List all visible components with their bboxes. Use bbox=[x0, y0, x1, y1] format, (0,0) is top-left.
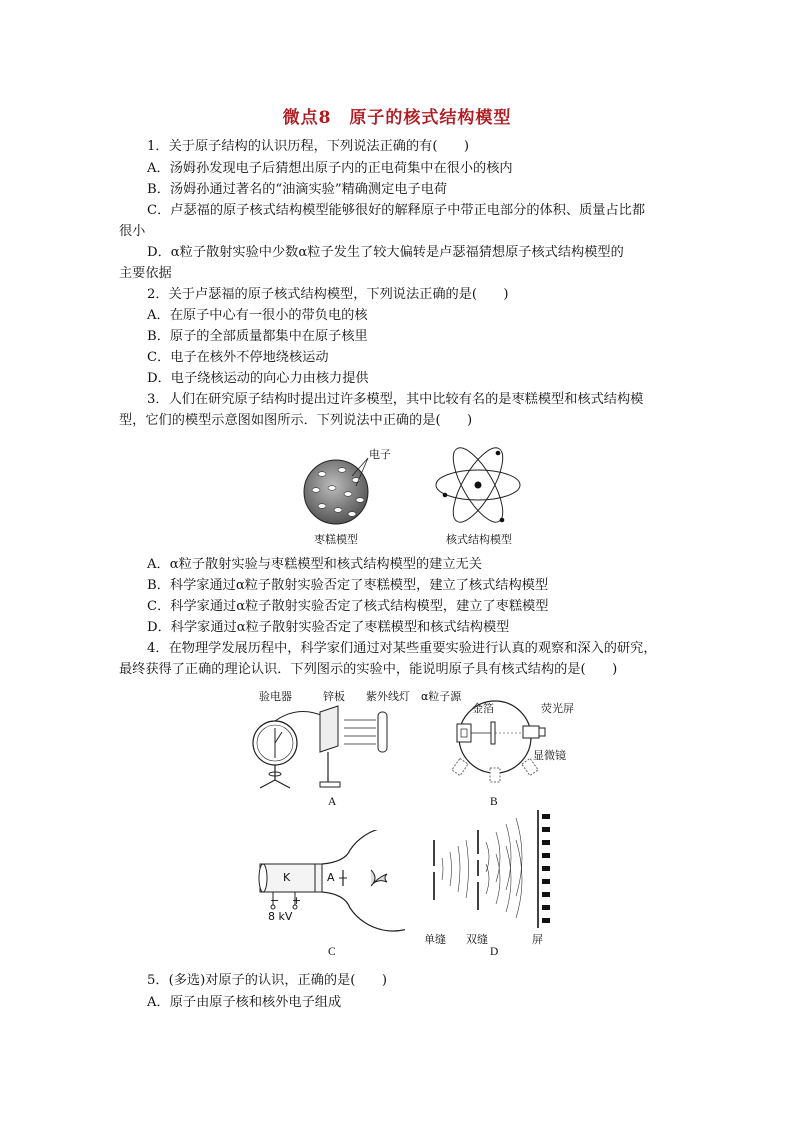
q1-option-c: C．卢瑟福的原子核式结构模型能够很好的解释原子中带正电部分的体积、质量占比都 bbox=[147, 203, 646, 218]
gold-foil-label: 金箔 bbox=[472, 702, 494, 715]
q1-option-d: D．α粒子散射实验中少数α粒子发生了较大偏转是卢瑟福猜想原子核式结构模型的 bbox=[147, 245, 624, 260]
microscope-label: 显微镜 bbox=[533, 749, 566, 762]
figure-a-caption: A bbox=[328, 796, 337, 808]
plum-model-caption: 枣糕模型 bbox=[314, 533, 358, 546]
figure-c-caption: C bbox=[328, 946, 336, 958]
figure-c-cathode-ray-tube bbox=[255, 830, 405, 940]
q5-option-a: A．原子由原子核和核外电子组成 bbox=[147, 995, 342, 1010]
q2-option-a: A．在原子中心有一很小的带负电的核 bbox=[147, 308, 368, 323]
plus-label: + bbox=[292, 894, 302, 907]
q2-option-c: C．电子在核外不停地绕核运动 bbox=[147, 350, 329, 365]
figure-d-double-slit bbox=[420, 810, 570, 930]
q3-option-b: B．科学家通过α粒子散射实验否定了枣糕模型，建立了核式结构模型 bbox=[147, 578, 549, 593]
electroscope-label: 验电器 bbox=[259, 690, 292, 703]
nuclear-model-caption: 核式结构模型 bbox=[446, 533, 512, 546]
anode-a-label: A bbox=[327, 871, 335, 884]
voltage-label: 8 kV bbox=[268, 910, 293, 923]
q1-option-b: B．汤姆孙通过著名的“油滴实验”精确测定电子电荷 bbox=[147, 182, 448, 197]
electron-label: 电子 bbox=[369, 448, 391, 461]
q4-stem-cont: 最终获得了正确的理论认识．下列图示的实验中，能说明原子具有核式结构的是( ) bbox=[119, 662, 618, 677]
q4-stem: 4．在物理学发展历程中，科学家们通过对某些重要实验进行认真的观察和深入的研究， bbox=[147, 641, 657, 656]
alpha-source-label: α粒子源 bbox=[421, 690, 462, 703]
double-slit-label: 双缝 bbox=[466, 933, 488, 946]
q2-stem: 2．关于卢瑟福的原子核式结构模型，下列说法正确的是( ) bbox=[147, 287, 509, 302]
q3-option-d: D．科学家通过α粒子散射实验否定了枣糕模型和核式结构模型 bbox=[147, 620, 510, 635]
cathode-k-label: K bbox=[283, 871, 291, 884]
q1-stem: 1．关于原子结构的认识历程，下列说法正确的有( ) bbox=[147, 139, 469, 154]
figure-a-photoelectric bbox=[248, 700, 418, 795]
q2-option-b: B．原子的全部质量都集中在原子核里 bbox=[147, 329, 368, 344]
q1-option-a: A．汤姆孙发现电子后猜想出原子内的正电荷集中在很小的核内 bbox=[147, 161, 513, 176]
q3-option-a: A．α粒子散射实验与枣糕模型和核式结构模型的建立无关 bbox=[147, 557, 482, 572]
q2-option-d: D．电子绕核运动的向心力由核力提供 bbox=[147, 371, 369, 386]
q5-stem: 5．(多选)对原子的认识，正确的是( ) bbox=[147, 973, 387, 988]
fluorescent-screen-label: 荧光屏 bbox=[541, 702, 574, 715]
q3-stem: 3．人们在研究原子结构时提出过许多模型，其中比较有名的是枣糕模型和核式结构模 bbox=[147, 392, 644, 407]
figure-d-caption: D bbox=[490, 946, 499, 958]
q1-option-c-cont: 很小 bbox=[119, 224, 146, 239]
q3-stem-cont: 型，它们的模型示意图如图所示．下列说法中正确的是( ) bbox=[119, 413, 473, 428]
q3-option-c: C．科学家通过α粒子散射实验否定了核式结构模型，建立了枣糕模型 bbox=[147, 599, 549, 614]
minus-label: − bbox=[270, 894, 280, 907]
q1-option-d-cont: 主要依据 bbox=[119, 266, 172, 281]
uv-lamp-label: 紫外线灯 bbox=[366, 690, 410, 703]
zinc-plate-label: 锌板 bbox=[323, 690, 345, 703]
figure-b-caption: B bbox=[490, 796, 498, 808]
page-title: 微点8 原子的核式结构模型 bbox=[282, 108, 512, 128]
single-slit-label: 单缝 bbox=[424, 933, 446, 946]
screen-label: 屏 bbox=[532, 933, 543, 946]
